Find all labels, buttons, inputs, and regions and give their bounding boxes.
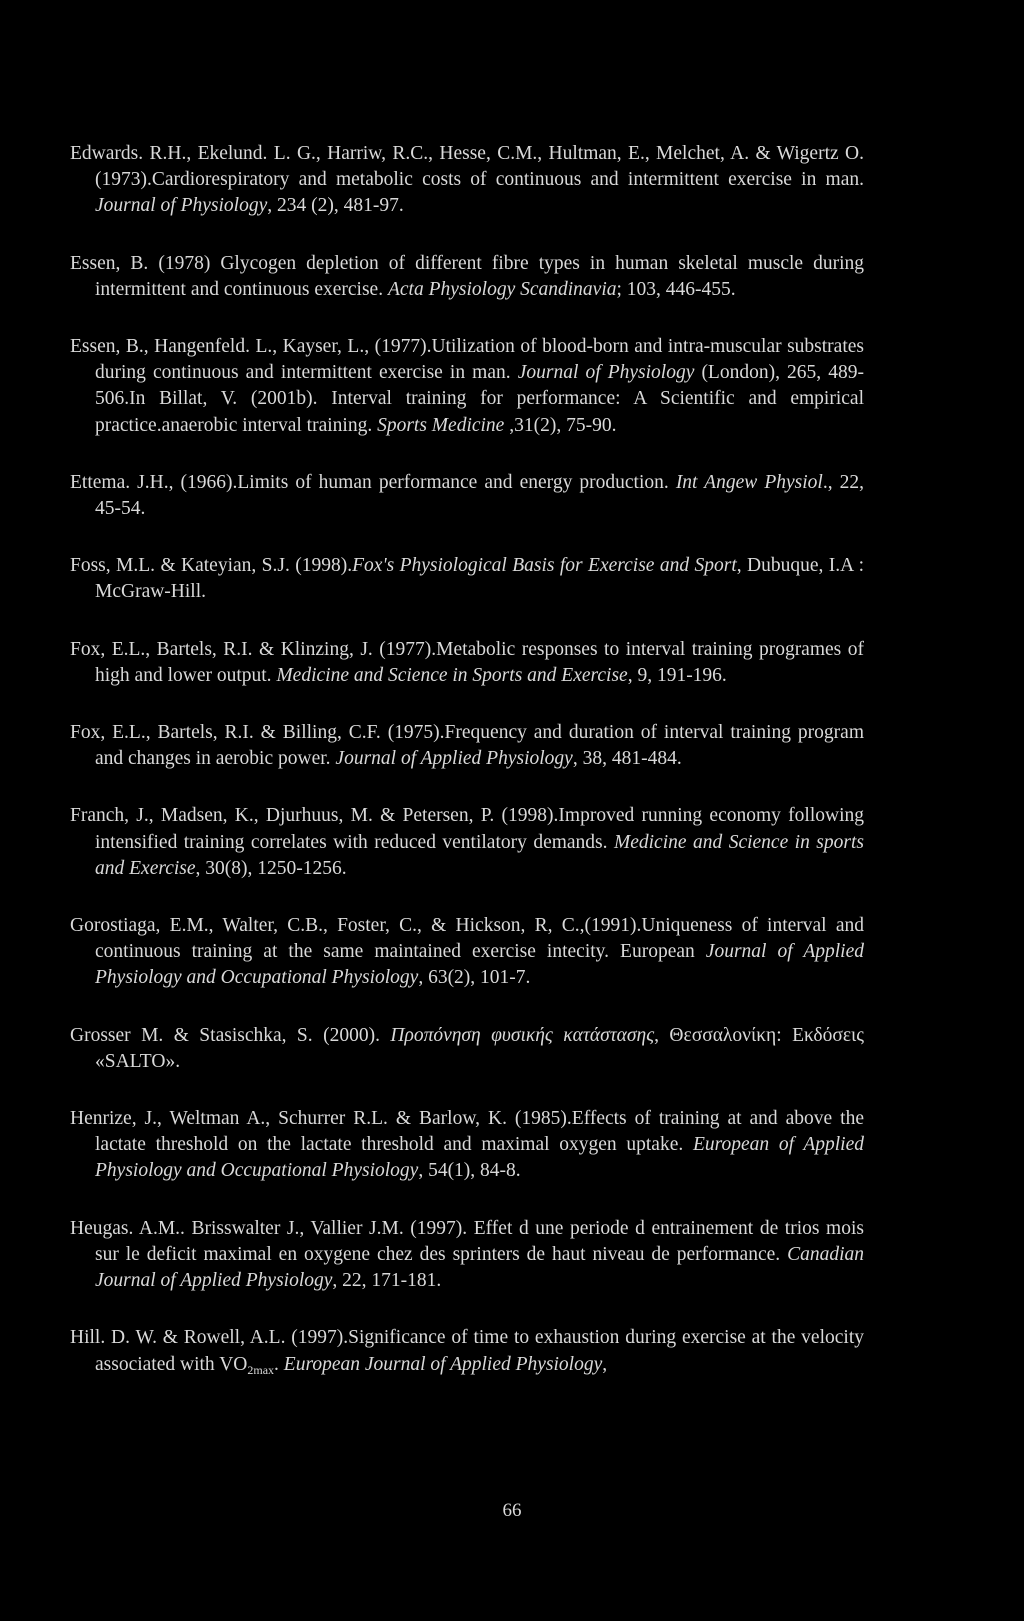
reference-text: , Θεσσαλονίκη: Εκδόσεις «SALTO».: [95, 1024, 864, 1072]
reference-gorostiaga-1991: [70, 913, 864, 992]
reference-text: ,: [602, 1353, 608, 1375]
reference-text: , Dubuque, I.A : McGraw-Hill.: [95, 555, 864, 603]
reference-fox-1977: [70, 637, 864, 689]
journal-title: Medicine and Science in Sports and Exercise: [276, 664, 628, 686]
page-number: 66: [502, 1500, 522, 1521]
journal-title: European of Applied Physiology and Occupational Physiology: [95, 1134, 865, 1182]
journal-title: European Journal of Applied Physiology: [283, 1353, 603, 1375]
book-title: Fox's Physiological Basis for Exercise and Sport: [352, 555, 737, 577]
reference-text: , 9, 191-196.: [627, 664, 727, 686]
reference-text: , 234 (2), 481-97.: [267, 195, 404, 217]
reference-grosser-2000: [70, 1023, 864, 1075]
reference-text: , 54(1), 84-8.: [418, 1160, 521, 1182]
reference-text: .: [274, 1353, 284, 1375]
journal-title: Journal of Applied Physiology and Occupational Physiology: [95, 941, 864, 989]
reference-fox-1975: [70, 720, 864, 772]
reference-text: Fox, E.L., Bartels, R.I. & Billing, C.F. (1975).Frequency and duration of interval training program and changes in aerobic power.: [70, 722, 864, 770]
reference-text: Edwards. R.H., Ekelund. L. G., Harriw, R.C., Hesse, C.M., Hultman, E., Melchet, A. & Wigertz O. (1973).Cardiorespiratory and metabolic costs of continuous and intermittent exercise in man.: [70, 143, 864, 191]
reference-text: Essen, B. (1978) Glycogen depletion of different fibre types in human skeletal muscle during intermittent and continuous exercise.: [70, 252, 864, 300]
reference-text: Fox, E.L., Bartels, R.I. & Klinzing, J. (1977).Metabolic responses to interval training programes of high and lower output.: [70, 638, 864, 686]
journal-title: Journal of Physiology: [517, 362, 695, 384]
reference-text: ; 103, 446-455.: [616, 278, 736, 300]
reference-text: , 22, 171-181.: [332, 1270, 442, 1292]
journal-title: Medicine and Science in sports and Exercise: [95, 831, 864, 879]
reference-hill-1997: [70, 1325, 864, 1377]
journal-title: Journal of Physiology: [95, 195, 268, 217]
reference-heugas-1997: [70, 1216, 864, 1295]
journal-title: Int Angew Physiol: [675, 471, 823, 493]
reference-edwards-1973: [70, 141, 864, 220]
reference-text: Grosser M. & Stasischka, S. (2000).: [70, 1024, 391, 1046]
journal-title: Sports Medicine: [377, 414, 505, 436]
reference-text: Foss, M.L. & Kateyian, S.J. (1998).: [70, 555, 353, 577]
reference-text: ., 22, 45-54.: [95, 471, 865, 520]
reference-text: Hill. D. W. & Rowell, A.L. (1997).Significance of time to exhaustion during exercise at the velocity associated with VO: [70, 1327, 864, 1375]
reference-text: Gorostiaga, E.M., Walter, C.B., Foster, C., & Hickson, R, C.,(1991).Uniqueness of interval and continuous training at the same maintained exercise intecity. European: [70, 915, 864, 963]
journal-title: Journal of Applied Physiology: [335, 748, 573, 770]
reference-text: ,31(2), 75-90.: [504, 414, 617, 436]
reference-text: , 63(2), 101-7.: [418, 967, 531, 989]
reference-text: Essen, B., Hangenfeld. L., Kayser, L., (1977).Utilization of blood-born and intra-muscular substrates during continuous and intermittent exercise in man.: [70, 336, 864, 384]
reference-franch-1998: [70, 803, 864, 882]
reference-text: (London), 265, 489-506.In Billat, V. (2001b). Interval training for performance: A Scientific and empirical practice.anaerobic interval training.: [95, 362, 865, 436]
reference-ettema-1966: [70, 470, 864, 522]
reference-essen-1977: [70, 334, 864, 439]
subscript-2max: 2max: [247, 1362, 275, 1377]
reference-essen-1978: [70, 251, 864, 303]
journal-title: Acta Physiology Scandinavia: [387, 278, 617, 300]
reference-henrize-1985: [70, 1106, 864, 1185]
reference-list: [70, 141, 864, 1409]
reference-text: Henrize, J., Weltman A., Schurrer R.L. & Barlow, K. (1985).Effects of training at and above the lactate threshold on the lactate threshold and maximal oxygen uptake.: [70, 1108, 864, 1156]
reference-text: Heugas. A.M.. Brisswalter J., Vallier J.M. (1997). Effet d une periode d entrainement de trios mois sur le deficit maximal en oxygene chez des sprinters de haut niveau de performance.: [70, 1217, 864, 1265]
journal-title: Canadian Journal of Applied Physiology: [95, 1243, 864, 1292]
reference-text: Ettema. J.H., (1966).Limits of human performance and energy production.: [70, 471, 676, 493]
reference-text: Franch, J., Madsen, K., Djurhuus, M. & Petersen, P. (1998).Improved running economy following intensified training correlates with reduced ventilatory demands.: [70, 805, 864, 853]
reference-text: , 38, 481-484.: [572, 748, 682, 770]
reference-foss-1998: [70, 553, 864, 605]
book-title: Προπόνηση φυσικής κατάστασης: [390, 1024, 655, 1046]
reference-text: , 30(8), 1250-1256.: [195, 857, 347, 879]
